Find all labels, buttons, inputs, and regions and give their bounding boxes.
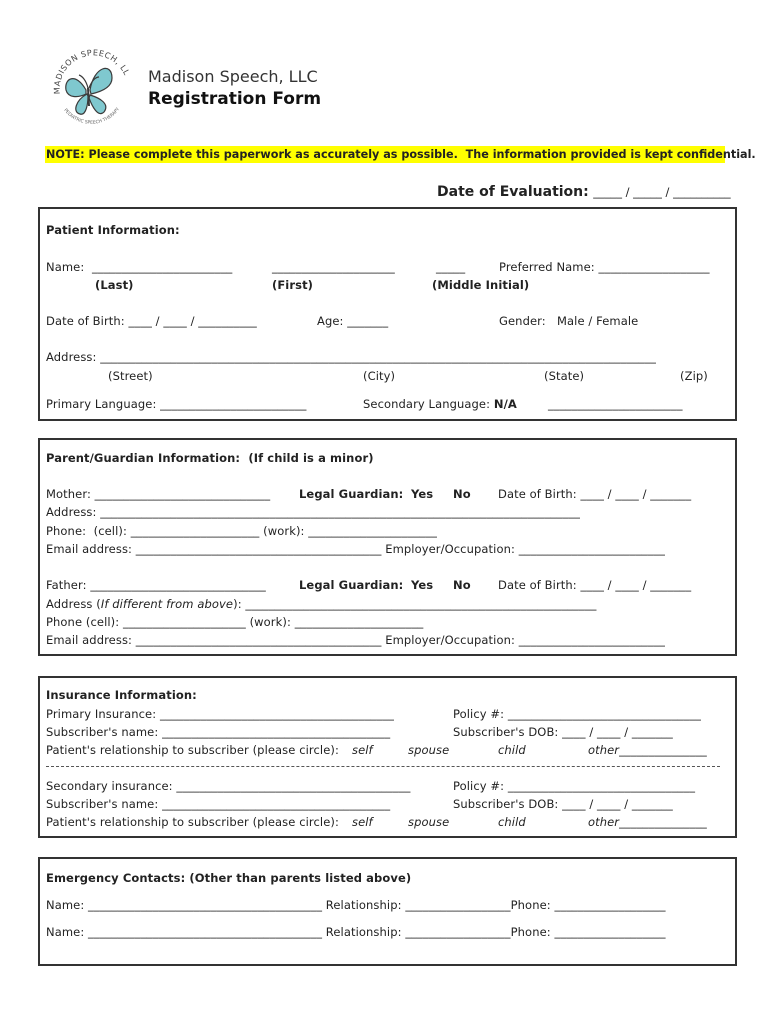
- dob-field[interactable]: Date of Birth: ____ / ____ / __________: [46, 314, 257, 328]
- secondary-rel-child[interactable]: child: [498, 815, 526, 829]
- mother-legal-guardian-no[interactable]: No: [453, 487, 471, 501]
- secondary-rel-spouse[interactable]: spouse: [408, 815, 450, 829]
- date-of-evaluation[interactable]: [437, 184, 731, 200]
- secondary-rel-other[interactable]: [588, 815, 707, 829]
- date-of-evaluation-blank[interactable]: _____ / _____ / __________: [593, 185, 731, 199]
- name-middle-field[interactable]: _____: [436, 260, 466, 274]
- svg-text:PEDIATRIC SPEECH THERAPY: [62, 106, 121, 125]
- address-field[interactable]: Address: _______________________________________________________________________________________________: [46, 350, 656, 364]
- secondary-language-value: N/A: [493, 397, 517, 411]
- middle-caption: (Middle Initial): [432, 278, 530, 292]
- secondary-relationship-label: Patient's relationship to subscriber (please circle):: [46, 815, 339, 829]
- age-field[interactable]: Age: _______: [317, 314, 389, 328]
- father-legal-guardian-label: Legal Guardian:: [299, 578, 404, 592]
- secondary-language-field[interactable]: [363, 397, 517, 411]
- father-legal-guardian-yes[interactable]: Yes: [411, 578, 434, 592]
- father-name-field[interactable]: Father: ______________________________: [46, 578, 266, 592]
- logo-text: MADISON SPEECH, LL: [52, 48, 132, 95]
- patient-heading: Patient Information:: [46, 223, 180, 237]
- father-dob-field[interactable]: Date of Birth: ____ / ____ / _______: [498, 578, 692, 592]
- mother-phone-field[interactable]: Phone: (cell): ______________________ (work): ______________________: [46, 524, 437, 538]
- secondary-rel-other-blank[interactable]: _______________: [619, 815, 707, 829]
- father-address-blank[interactable]: ): ____________________________________________________________: [233, 597, 597, 611]
- preferred-name-field[interactable]: Preferred Name: ___________________: [499, 260, 710, 274]
- mother-email-field[interactable]: Email address: __________________________________________ Employer/Occupation: _________________________: [46, 542, 665, 556]
- secondary-rel-self[interactable]: self: [352, 815, 373, 829]
- father-legal-guardian-no[interactable]: No: [453, 578, 471, 592]
- father-email-field[interactable]: Email address: __________________________________________ Employer/Occupation: _________________________: [46, 633, 665, 647]
- last-caption: (Last): [95, 278, 134, 292]
- secondary-rel-other-label: other: [588, 815, 620, 829]
- father-phone-field[interactable]: Phone (cell): _____________________ (work): ______________________: [46, 615, 424, 629]
- primary-rel-other[interactable]: [588, 743, 707, 757]
- primary-relationship-label: Patient's relationship to subscriber (please circle):: [46, 743, 339, 757]
- mother-legal-guardian-label: Legal Guardian:: [299, 487, 404, 501]
- primary-subscriber-dob-field[interactable]: Subscriber's DOB: ____ / ____ / _______: [453, 725, 673, 739]
- state-caption: (State): [544, 369, 585, 383]
- secondary-subscriber-dob-field[interactable]: Subscriber's DOB: ____ / ____ / _______: [453, 797, 673, 811]
- insurance-divider: [46, 766, 720, 767]
- primary-rel-spouse[interactable]: spouse: [408, 743, 450, 757]
- primary-subscriber-name-field[interactable]: Subscriber's name: _______________________________________: [46, 725, 391, 739]
- gender-field[interactable]: Gender: Male / Female: [499, 314, 639, 328]
- mother-dob-field[interactable]: Date of Birth: ____ / ____ / _______: [498, 487, 692, 501]
- city-caption: (City): [363, 369, 396, 383]
- secondary-policy-field[interactable]: Policy #: ________________________________: [453, 779, 696, 793]
- mother-address-field[interactable]: Address: __________________________________________________________________________________: [46, 505, 580, 519]
- svg-text:MADISON SPEECH, LLC: [46, 44, 131, 94]
- emergency-contact-2[interactable]: Name: ________________________________________ Relationship: __________________Phone: ___________________: [46, 925, 666, 939]
- zip-caption: (Zip): [680, 369, 708, 383]
- confidentiality-note: NOTE: Please complete this paperwork as accurately as possible. The information provided is kept confidential.: [46, 148, 756, 161]
- name-first-field[interactable]: _____________________: [272, 260, 395, 274]
- company-name: Madison Speech, LLC: [148, 67, 318, 86]
- date-of-evaluation-label: Date of Evaluation:: [437, 184, 589, 200]
- primary-insurance-field[interactable]: Primary Insurance: ________________________________________: [46, 707, 394, 721]
- primary-policy-field[interactable]: Policy #: _________________________________: [453, 707, 701, 721]
- first-caption: (First): [272, 278, 314, 292]
- primary-rel-child[interactable]: child: [498, 743, 526, 757]
- mother-legal-guardian-yes[interactable]: Yes: [411, 487, 434, 501]
- name-label: Name:: [46, 260, 85, 274]
- street-caption: (Street): [108, 369, 153, 383]
- mother-name-field[interactable]: Mother: ______________________________: [46, 487, 271, 501]
- primary-language-field[interactable]: Primary Language: _________________________: [46, 397, 307, 411]
- father-address-field[interactable]: [46, 597, 596, 611]
- secondary-language-blank[interactable]: _______________________: [548, 397, 683, 411]
- butterfly-logo: [46, 44, 134, 132]
- butterfly-icon: [66, 68, 112, 114]
- form-title: Registration Form: [148, 89, 322, 109]
- father-address-note: If different from above: [100, 597, 234, 611]
- father-address-label: Address (: [46, 597, 101, 611]
- logo-subtext: PEDIATRIC SPEECH THERAPY: [62, 107, 122, 126]
- primary-rel-other-label: other: [588, 743, 620, 757]
- insurance-heading: Insurance Information:: [46, 688, 197, 702]
- emergency-heading: Emergency Contacts: (Other than parents listed above): [46, 871, 412, 885]
- secondary-language-label: Secondary Language:: [363, 397, 491, 411]
- primary-rel-other-blank[interactable]: _______________: [619, 743, 707, 757]
- secondary-subscriber-name-field[interactable]: Subscriber's name: _______________________________________: [46, 797, 391, 811]
- primary-rel-self[interactable]: self: [352, 743, 373, 757]
- guardian-heading: Parent/Guardian Information: (If child is a minor): [46, 451, 374, 465]
- name-last-field[interactable]: ________________________: [92, 260, 233, 274]
- emergency-contact-1[interactable]: Name: ________________________________________ Relationship: __________________Phone: ___________________: [46, 898, 666, 912]
- secondary-insurance-field[interactable]: Secondary insurance: ________________________________________: [46, 779, 411, 793]
